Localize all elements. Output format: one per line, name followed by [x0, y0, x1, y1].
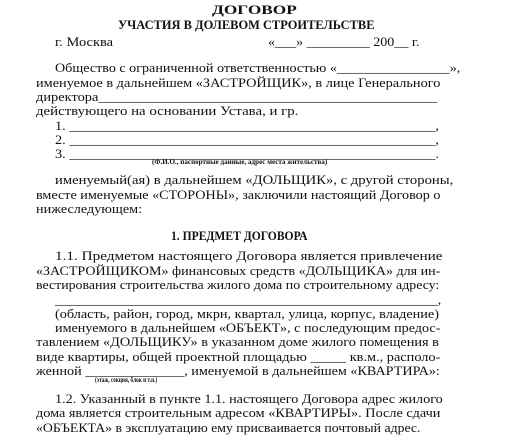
paragraph-line: (область, район, город, мкрн, квартал, улица, корпус, владение) — [55, 307, 439, 321]
contract-subtitle: УЧАСТИЯ В ДОЛЕВОМ СТРОИТЕЛЬСТВЕ — [118, 18, 375, 32]
paragraph-line: именуемого в дальнейшем «ОБЪЕКТ», с последующим предос- — [55, 321, 441, 335]
paragraph-line: дома является строительным адресом «КВАРТИРЫ». После сдачи — [36, 406, 441, 420]
paragraph-line: 1.1. Предметом настоящего Договора является привлечение — [55, 249, 443, 263]
paragraph-line: вместе именуемые «СТОРОНЫ», заключили настоящий Договор о — [36, 188, 441, 202]
list-item: 2. ___________________________________________________, — [55, 133, 440, 147]
paragraph-line: нижеследующем: — [36, 202, 143, 216]
paragraph-line: тавлением «ДОЛЬЩИКУ» в указанном доме жилого помещения в — [36, 335, 439, 349]
paragraph-line: вестирования строительства жилого дома по строительному адресу: — [36, 278, 440, 292]
paragraph-line: «ЗАСТРОЙЩИКОМ» финансовых средств «ДОЛЬЩИКА» для ин- — [36, 264, 441, 278]
paragraph-line: именуемое в дальнейшем «ЗАСТРОЙЩИК», в лице Генерального — [36, 76, 441, 90]
paragraph-line: «ОБЪЕКТА» в эксплуатацию ему присваивается почтовый адрес. — [36, 421, 421, 435]
paragraph-line: действующего на основании Устава, и гр. — [36, 104, 299, 118]
paragraph-line: именуемый(ая) в дальнейшем «ДОЛЬЩИК», с другой стороны, — [55, 173, 454, 187]
list-item: 1. ___________________________________________________, — [55, 119, 440, 133]
paragraph-line: виде квартиры, общей проектной площадью _____ кв.м., располо- — [36, 350, 441, 364]
contract-city: г. Москва — [55, 35, 113, 49]
section-heading: 1. ПРЕДМЕТ ДОГОВОРА — [171, 229, 308, 243]
paragraph-line: Общество с ограниченной ответственностью «________________», — [55, 61, 461, 75]
list-item: 3. ___________________________________________________. — [55, 147, 440, 161]
paragraph-line: _______________________________________________________, — [55, 293, 442, 307]
paragraph-line: женной ______________, именуемой в дальнейшем «КВАРТИРА»: — [36, 364, 440, 378]
paragraph-caption: (этаж, секция, блок и т.п.) — [95, 377, 158, 384]
contract-date: «___» _________ 200__ г. — [268, 35, 420, 49]
list-caption: (Ф.И.О., паспортные данные, адрес места жительства) — [152, 159, 328, 166]
contract-title: ДОГОВОР — [212, 3, 297, 17]
paragraph-line: директора_______________________________________________ — [36, 90, 438, 104]
paragraph-line: 1.2. Указанный в пункте 1.1. настоящего Договора адрес жилого — [55, 392, 443, 406]
